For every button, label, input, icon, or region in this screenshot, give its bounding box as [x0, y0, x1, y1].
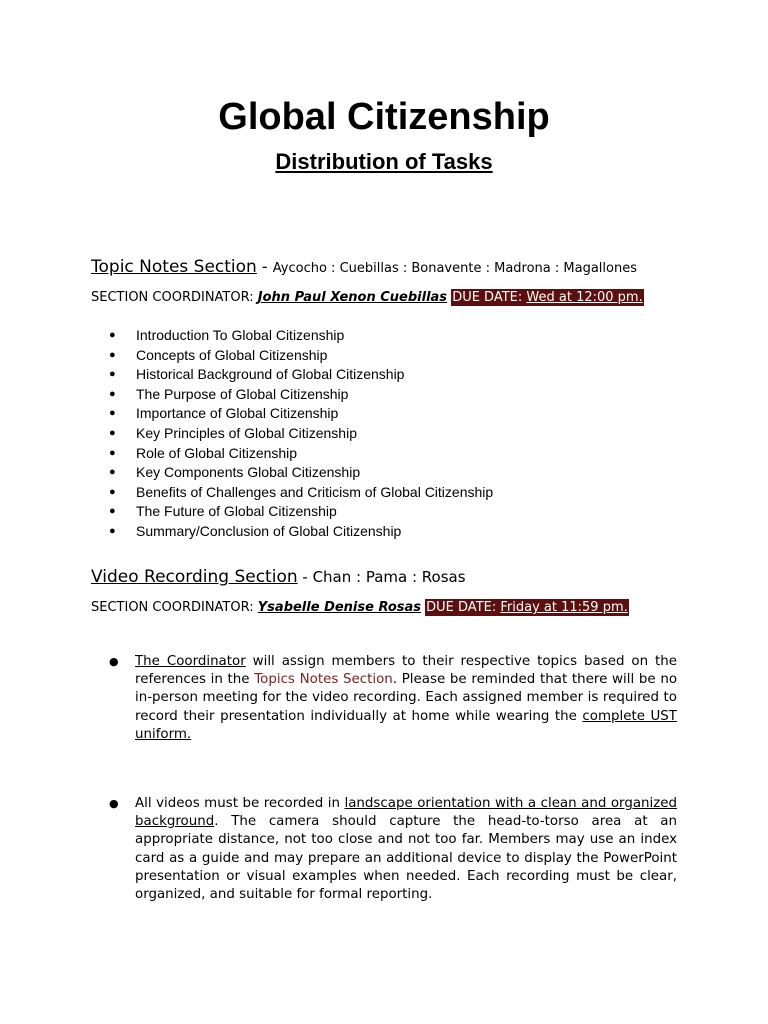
bullet-icon: ●: [109, 466, 116, 479]
video-instruction-2: ● All videos must be recorded in landscape orientation with a clean and organized background. The camera should capture the head-to-torso area at an appropriate distance, not too close and not too far. Members may use an index card as a guide and may prepare an additional device to display the PowerPoint presentation or visual examples when needed. Each recording must be clear, organized, and suitable for formal reporting.: [109, 796, 677, 903]
video-section-members: Chan : Pama : Rosas: [312, 568, 466, 586]
bullet-icon: ●: [109, 655, 119, 668]
topic-list: [109, 326, 493, 542]
bullet-icon: ●: [109, 329, 116, 341]
video-due-label: DUE DATE:: [426, 600, 501, 615]
page-subtitle: Distribution of Tasks: [275, 149, 493, 174]
list-item: ● Key Components Global Citizenship: [109, 463, 493, 483]
topic-section-separator: -: [256, 257, 273, 276]
topic-coordinator-line: [91, 289, 644, 307]
bullet-icon: ●: [109, 407, 116, 420]
video-due-date: [425, 599, 629, 616]
video-coordinator-label: SECTION COORDINATOR:: [91, 600, 258, 615]
video-coordinator-line: [91, 599, 629, 617]
page-title: Global Citizenship: [218, 96, 550, 138]
bullet-icon: ●: [109, 485, 116, 498]
bullet-icon: ●: [109, 446, 116, 459]
bullet-icon: ●: [109, 797, 119, 810]
list-item: ● The Purpose of Global Citizenship: [109, 385, 493, 405]
topic-coordinator-name: John Paul Xenon Cuebillas: [257, 290, 448, 305]
topic-due-label: DUE DATE:: [452, 290, 527, 305]
video-section-heading: [91, 567, 466, 587]
topic-coordinator-label: SECTION COORDINATOR:: [91, 290, 258, 305]
topics-notes-section-link[interactable]: Topics Notes Section: [254, 672, 393, 688]
list-item: ● Benefits of Challenges and Criticism of Global Citizenship: [109, 483, 493, 503]
list-item: ● Historical Background of Global Citizenship: [109, 365, 493, 385]
video-section-name: Video Recording Section: [91, 567, 298, 587]
bullet-icon: ●: [109, 426, 116, 439]
topic-section-members: Aycocho : Cuebillas : Bonavente : Madrona : Magallones: [272, 261, 637, 276]
bullet-icon: ●: [109, 348, 116, 361]
list-item: ● The Future of Global Citizenship: [109, 502, 493, 522]
orientation-link[interactable]: landscape orientation with a clean and organized background: [135, 796, 677, 830]
bullet-icon: ●: [109, 524, 116, 537]
video-due-value: Friday at 11:59 pm.: [500, 600, 628, 615]
topic-section-name: Topic Notes Section: [91, 257, 257, 277]
bullet-icon: ●: [109, 387, 116, 400]
list-item: ● Concepts of Global Citizenship: [109, 346, 493, 366]
topic-section-heading: [91, 257, 637, 277]
bullet-icon: ●: [109, 505, 116, 518]
topic-due-date: [451, 289, 644, 306]
list-item: ● Importance of Global Citizenship: [109, 404, 493, 424]
uniform-link[interactable]: complete UST uniform.: [135, 708, 677, 742]
video-instruction-1: ● The Coordinator will assign members to their respective topics based on the references in the Topics Notes Section. Please be reminded that there will be no in-person meeting for the video recording. Each assigned member is required to record their presentation individually at home while wearing the complete UST uniform.: [109, 654, 678, 742]
coordinator-link[interactable]: The Coordinator: [135, 654, 246, 669]
list-item: ● Introduction To Global Citizenship: [109, 326, 493, 346]
list-item: ● Summary/Conclusion of Global Citizenship: [109, 522, 493, 542]
video-section-separator: -: [297, 568, 313, 586]
topic-due-value: Wed at 12:00 pm.: [526, 290, 643, 305]
list-item: ● Key Principles of Global Citizenship: [109, 424, 493, 444]
list-item: ● Role of Global Citizenship: [109, 444, 493, 464]
video-coordinator-name: Ysabelle Denise Rosas: [257, 600, 422, 615]
bullet-icon: ●: [109, 368, 116, 381]
